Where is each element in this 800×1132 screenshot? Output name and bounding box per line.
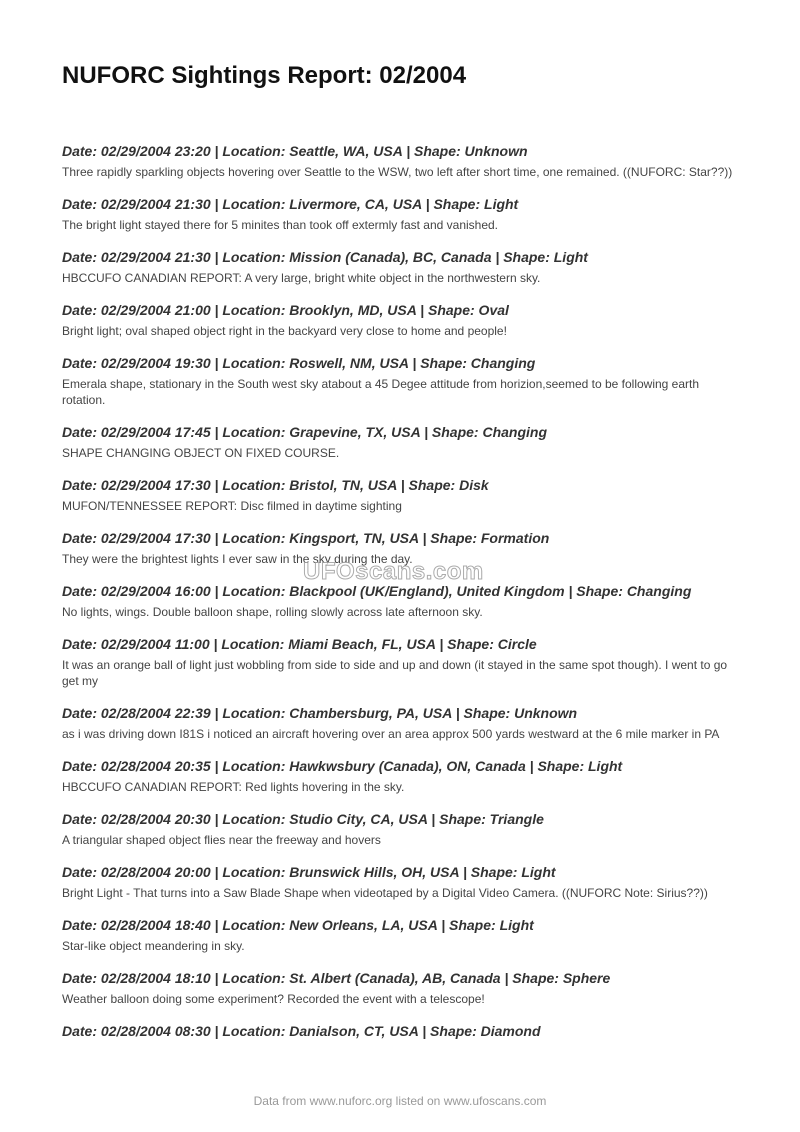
report-entry bbox=[62, 705, 742, 742]
report-entry bbox=[62, 249, 742, 286]
report-list bbox=[62, 143, 742, 1056]
entry-heading: Date: 02/29/2004 23:20 | Location: Seattle, WA, USA | Shape: Unknown bbox=[62, 143, 528, 159]
entry-summary: HBCCUFO CANADIAN REPORT: Red lights hovering in the sky. bbox=[62, 780, 405, 794]
entry-heading: Date: 02/28/2004 18:40 | Location: New Orleans, LA, USA | Shape: Light bbox=[62, 917, 534, 933]
entry-summary: Weather balloon doing some experiment? Recorded the event with a telescope! bbox=[62, 992, 485, 1006]
entry-summary: Star-like object meandering in sky. bbox=[62, 939, 245, 953]
entry-heading: Date: 02/28/2004 20:30 | Location: Studio City, CA, USA | Shape: Triangle bbox=[62, 811, 544, 827]
entry-summary: It was an orange ball of light just wobbling from side to side and up and down (it stayed in the same spot though). I went to go get my bbox=[62, 658, 728, 688]
report-entry bbox=[62, 811, 742, 848]
entry-summary: MUFON/TENNESSEE REPORT: Disc filmed in daytime sighting bbox=[62, 499, 402, 513]
entry-heading: Date: 02/28/2004 20:35 | Location: Hawkwsbury (Canada), ON, Canada | Shape: Light bbox=[62, 758, 623, 774]
entry-heading: Date: 02/29/2004 21:30 | Location: Mission (Canada), BC, Canada | Shape: Light bbox=[62, 249, 588, 265]
entry-summary: as i was driving down I81S i noticed an aircraft hovering over an area approx 500 yards westward at the 6 mile marker in PA bbox=[62, 727, 720, 741]
entry-summary: HBCCUFO CANADIAN REPORT: A very large, bright white object in the northwestern sky. bbox=[62, 271, 541, 285]
entry-heading: Date: 02/29/2004 21:30 | Location: Livermore, CA, USA | Shape: Light bbox=[62, 196, 519, 212]
report-entry bbox=[62, 143, 742, 180]
report-entry bbox=[62, 477, 742, 514]
entry-heading: Date: 02/29/2004 11:00 | Location: Miami Beach, FL, USA | Shape: Circle bbox=[62, 636, 537, 652]
report-entry bbox=[62, 355, 742, 408]
entry-summary: A triangular shaped object flies near the freeway and hovers bbox=[62, 833, 381, 847]
entry-summary: The bright light stayed there for 5 minites than took off extermly fast and vanished. bbox=[62, 218, 499, 232]
report-entry bbox=[62, 1023, 742, 1040]
entry-heading: Date: 02/28/2004 08:30 | Location: Danialson, CT, USA | Shape: Diamond bbox=[62, 1023, 541, 1039]
entry-heading: Date: 02/29/2004 17:30 | Location: Kingsport, TN, USA | Shape: Formation bbox=[62, 530, 550, 546]
entry-summary: They were the brightest lights I ever saw in the sky during the day. bbox=[62, 552, 413, 566]
entry-summary: Bright Light - That turns into a Saw Blade Shape when videotaped by a Digital Video Camera. ((NUFORC Note: Sirius??)) bbox=[62, 886, 708, 900]
entry-heading: Date: 02/29/2004 16:00 | Location: Blackpool (UK/England), United Kingdom | Shape: Changing bbox=[62, 583, 692, 599]
footer: Data from www.nuforc.org listed on www.ufoscans.com bbox=[253, 1094, 547, 1108]
entry-summary: Three rapidly sparkling objects hovering over Seattle to the WSW, two left after short time, one remained. ((NUFORC: Star??)) bbox=[62, 165, 733, 179]
entry-summary: Bright light; oval shaped object right in the backyard very close to home and people! bbox=[62, 324, 507, 338]
entry-heading: Date: 02/28/2004 18:10 | Location: St. Albert (Canada), AB, Canada | Shape: Sphere bbox=[62, 970, 611, 986]
report-entry bbox=[62, 864, 742, 901]
entry-heading: Date: 02/29/2004 17:45 | Location: Grapevine, TX, USA | Shape: Changing bbox=[62, 424, 548, 440]
entry-heading: Date: 02/29/2004 21:00 | Location: Brooklyn, MD, USA | Shape: Oval bbox=[62, 302, 509, 318]
report-entry bbox=[62, 917, 742, 954]
entry-heading: Date: 02/28/2004 20:00 | Location: Brunswick Hills, OH, USA | Shape: Light bbox=[62, 864, 556, 880]
entry-heading: Date: 02/29/2004 17:30 | Location: Bristol, TN, USA | Shape: Disk bbox=[62, 477, 489, 493]
page-title: NUFORC Sightings Report: 02/2004 bbox=[62, 62, 467, 89]
watermark: UFOscans.com bbox=[303, 558, 484, 585]
entry-heading: Date: 02/28/2004 22:39 | Location: Chambersburg, PA, USA | Shape: Unknown bbox=[62, 705, 578, 721]
report-entry bbox=[62, 970, 742, 1007]
report-entry bbox=[62, 424, 742, 461]
report-entry bbox=[62, 758, 742, 795]
report-entry bbox=[62, 196, 742, 233]
entry-summary: Emerala shape, stationary in the South west sky atabout a 45 Degee attitude from horizion,seemed to be following earth rotation. bbox=[62, 377, 700, 407]
entry-summary: No lights, wings. Double balloon shape, rolling slowly across late afternoon sky. bbox=[62, 605, 483, 619]
report-entry bbox=[62, 583, 742, 620]
report-entry bbox=[62, 302, 742, 339]
entry-heading: Date: 02/29/2004 19:30 | Location: Roswell, NM, USA | Shape: Changing bbox=[62, 355, 536, 371]
entry-summary: SHAPE CHANGING OBJECT ON FIXED COURSE. bbox=[62, 446, 340, 460]
report-entry bbox=[62, 636, 742, 689]
